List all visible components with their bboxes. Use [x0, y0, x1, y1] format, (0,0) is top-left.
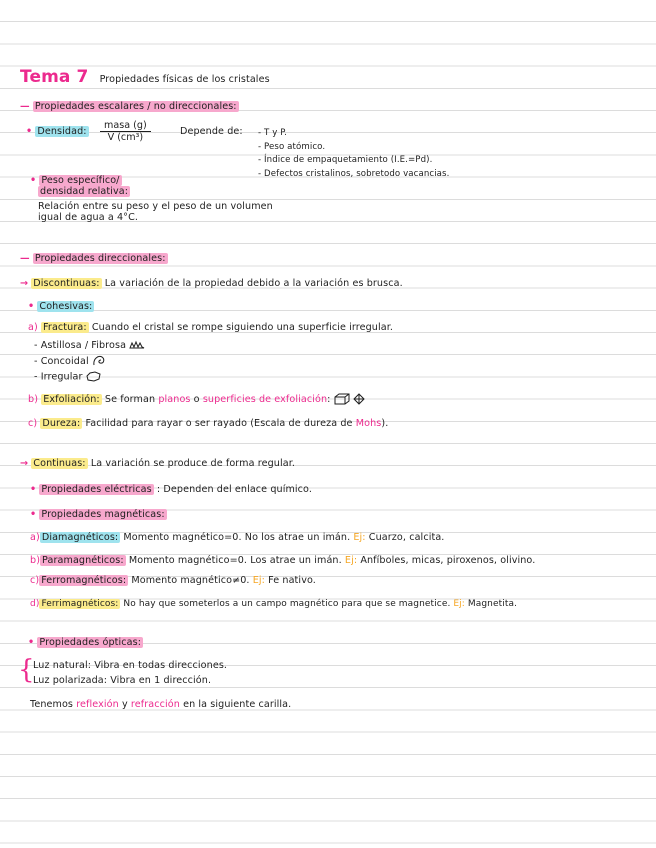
- reflexion-word: reflexión: [76, 699, 119, 710]
- fractura-type-label: - Concoidal: [34, 356, 89, 367]
- depende-label: Depende de:: [180, 126, 243, 137]
- cohesivas-label: Cohesivas:: [39, 301, 93, 312]
- exfoliacion-text-1: Se forman: [104, 394, 156, 405]
- cube-icon: [334, 393, 350, 405]
- bullet: •: [28, 637, 35, 648]
- depende-item-1: - T y P.: [258, 128, 288, 138]
- dureza-line: [28, 418, 388, 430]
- luz-polarizada: Luz polarizada: Vibra en 1 dirección.: [33, 675, 212, 686]
- title-line: [20, 67, 270, 87]
- escalares-heading-line: [20, 101, 239, 113]
- bullet: •: [30, 509, 37, 520]
- cohesivas-line: [28, 301, 94, 313]
- bullet: •: [30, 484, 37, 495]
- magnetic-item-c: [30, 575, 316, 587]
- depende-item-3: - Índice de empaquetamiento (I.E.=Pd).: [258, 155, 433, 165]
- bullet: •: [26, 126, 33, 137]
- dash-marker: —: [20, 253, 30, 264]
- bullet: •: [28, 301, 35, 312]
- fractura-type-label: - Astillosa / Fibrosa: [34, 340, 127, 351]
- densidad-line: [26, 126, 89, 138]
- depende-item-2: - Peso atómico.: [258, 142, 326, 152]
- arrow-right-icon: →: [20, 458, 29, 469]
- item-prefix: b): [30, 555, 41, 566]
- exfoliacion-text-3: :: [327, 394, 331, 405]
- exfoliacion-prefix: b): [28, 394, 39, 405]
- item-label: Paramagnéticos:: [42, 555, 124, 566]
- item-prefix: d): [30, 599, 40, 609]
- rock-icon: [86, 371, 102, 382]
- electricas-label: Propiedades eléctricas: [41, 484, 152, 495]
- magnetic-item-a: [30, 532, 444, 544]
- item-ej: Ej:: [252, 575, 265, 586]
- item-ej: Ej:: [453, 599, 465, 609]
- y-word: y: [121, 699, 128, 710]
- depende-item-4: - Defectos cristalinos, sobretodo vacancias.: [258, 169, 450, 179]
- peso-label-line-2: [38, 186, 130, 198]
- discontinuas-line: [20, 278, 403, 290]
- discontinuas-label: Discontinuas:: [33, 278, 100, 289]
- item-text: Momento magnético=0. Los atrae un imán.: [128, 555, 342, 566]
- item-text: No hay que someterlos a un campo magnético para que se magnetice.: [123, 599, 451, 609]
- exfoliacion-label: Exfoliación:: [43, 394, 100, 405]
- fractura-type-3: [34, 371, 102, 384]
- fractura-type-label: - Irregular: [34, 371, 83, 383]
- tenemos-line: [30, 699, 291, 711]
- exfoliacion-line: [28, 393, 365, 406]
- magnetic-item-d: [30, 598, 517, 610]
- fraction-numerator: masa (g): [100, 120, 151, 132]
- electricas-text: : Dependen del enlace químico.: [156, 484, 313, 495]
- arrow-right-icon: →: [20, 278, 29, 289]
- item-text: Momento magnético=0. No los atrae un imán.: [123, 532, 351, 543]
- bullet: •: [30, 175, 37, 186]
- item-example: Cuarzo, calcita.: [368, 532, 445, 543]
- dureza-text-2: ).: [381, 418, 389, 429]
- continuas-label: Continuas:: [33, 458, 86, 469]
- densidad-fraction: [100, 120, 151, 143]
- refraccion-word: refracción: [130, 699, 180, 710]
- page-subtitle: Propiedades físicas de los cristales: [99, 74, 270, 85]
- item-label: Ferromagnéticos:: [41, 575, 127, 586]
- magnetic-item-b: [30, 555, 535, 567]
- tenemos-text-1: Tenemos: [30, 699, 74, 710]
- direccionales-heading: Propiedades direccionales:: [34, 253, 166, 264]
- densidad-label: Densidad:: [37, 126, 87, 137]
- item-ej: Ej:: [353, 532, 366, 543]
- tenemos-text-2: en la siguiente carilla.: [183, 699, 292, 710]
- magneticas-label: Propiedades magnéticas:: [41, 509, 165, 520]
- dash-marker: —: [20, 101, 30, 112]
- item-label: Diamagnéticos:: [41, 532, 119, 543]
- fractura-text: Cuando el cristal se rompe siguiendo una superficie irregular.: [91, 322, 394, 333]
- discontinuas-text: La variación de la propiedad debido a la variación es brusca.: [104, 278, 403, 289]
- fractura-type-1: [34, 340, 145, 352]
- item-prefix: a): [30, 532, 40, 543]
- opticas-line: [28, 637, 143, 649]
- item-prefix: c): [30, 575, 40, 586]
- item-example: Magnetita.: [467, 599, 518, 609]
- item-example: Anfíboles, micas, piroxenos, olivino.: [360, 555, 536, 566]
- peso-desc-1: Relación entre su peso y el peso de un volumen: [38, 201, 273, 212]
- dureza-prefix: c): [28, 418, 38, 429]
- item-text: Momento magnético≠0.: [131, 575, 250, 586]
- dureza-pink: Mohs: [355, 418, 382, 429]
- page-title: Tema 7: [20, 67, 89, 87]
- fractura-label: Fractura:: [42, 322, 87, 333]
- item-label: Ferrimagnéticos:: [41, 599, 119, 609]
- escalares-heading: Propiedades escalares / no direccionales:: [34, 101, 237, 112]
- dureza-text-1: Facilidad para rayar o ser rayado (Escala de dureza de: [85, 418, 353, 429]
- fractura-prefix: a): [28, 322, 38, 333]
- shell-icon: [92, 355, 106, 367]
- exfoliacion-pink-2: superficies de exfoliación: [202, 394, 328, 405]
- exfoliacion-text-2: o: [193, 394, 200, 405]
- peso-label-2: densidad relativa:: [40, 186, 129, 197]
- brace-icon: {: [18, 655, 35, 685]
- splinter-icon: [129, 340, 145, 350]
- peso-label-1: Peso específico/: [41, 175, 120, 186]
- continuas-line: [20, 458, 295, 470]
- continuas-text: La variación se produce de forma regular.: [90, 458, 296, 469]
- item-example: Fe nativo.: [268, 575, 316, 586]
- fractura-line: [28, 322, 393, 334]
- luz-natural: Luz natural: Vibra en todas direcciones.: [33, 660, 228, 671]
- direccionales-heading-line: [20, 253, 168, 265]
- item-ej: Ej:: [344, 555, 358, 566]
- opticas-label: Propiedades ópticas:: [39, 637, 142, 648]
- peso-desc-2: igual de agua a 4°C.: [38, 212, 139, 223]
- exfoliacion-pink-1: planos: [158, 394, 191, 405]
- octahedron-icon: [353, 393, 365, 405]
- magneticas-line: [30, 509, 167, 521]
- fractura-type-2: [34, 355, 106, 368]
- fraction-denominator: V (cm³): [107, 132, 144, 143]
- electricas-line: [30, 484, 312, 496]
- dureza-label: Dureza:: [42, 418, 81, 429]
